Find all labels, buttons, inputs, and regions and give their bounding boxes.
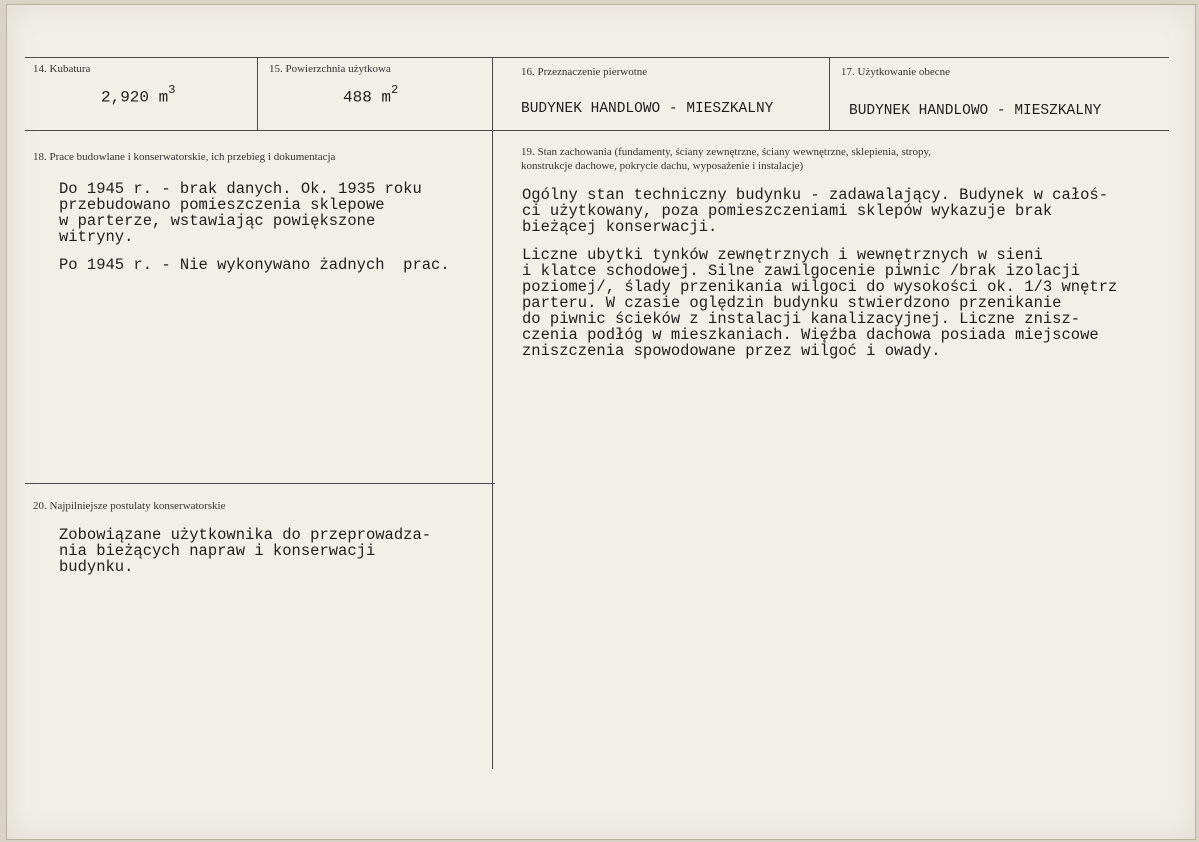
field-14-label: 14. Kubatura	[33, 63, 91, 75]
field-20-line: nia bieżących napraw i konserwacji	[59, 542, 376, 560]
field-18-line: Po 1945 r. - Nie wykonywano żadnych prac.	[59, 256, 450, 274]
field-19-line: Liczne ubytki tynków zewnętrznych i wewnętrznych w sieni	[522, 246, 1043, 264]
rule-lower-left	[25, 483, 495, 484]
field-18-line: w parterze, wstawiając powiększone	[59, 212, 376, 230]
field-17-label: 17. Użytkowanie obecne	[841, 66, 951, 78]
field-19-line: bieżącej konserwacji.	[522, 218, 718, 236]
field-14-value: 2,920 $m^3$	[101, 83, 176, 107]
rule-v3	[829, 57, 830, 131]
field-17-value: BUDYNEK HANDLOWO - MIESZKALNY	[849, 103, 1102, 119]
field-15-value: 488 $m^2$	[343, 83, 399, 107]
field-19-label: 19. Stan zachowania (fundamenty, ściany zewnętrzne, ściany wewnętrzne, sklepienia, stropy,	[521, 146, 932, 158]
field-20-line: Zobowiązane użytkownika do przeprowadza-	[59, 526, 432, 544]
field-18-line: przebudowano pomieszczenia sklepowe	[59, 196, 385, 214]
field-19-line: czenia podłóg w mieszkaniach. Więźba dachowa posiada miejscowe	[522, 326, 1099, 344]
record-card	[6, 4, 1196, 840]
field-20-label: 20. Najpilniejsze postulaty konserwatorskie	[33, 500, 226, 512]
field-20-line: budynku.	[59, 558, 134, 576]
field-19-label-cont: konstrukcje dachowe, pokrycie dachu, wyposażenie i instalacje)	[521, 160, 804, 172]
rule-v2	[492, 57, 493, 769]
field-19-line: zniszczenia spowodowane przez wilgoć i owady.	[522, 342, 941, 360]
field-16-label: 16. Przeznaczenie pierwotne	[521, 66, 648, 78]
field-16-value: BUDYNEK HANDLOWO - MIESZKALNY	[521, 101, 774, 117]
field-18-label: 18. Prace budowlane i konserwatorskie, ich przebieg i dokumentacja	[33, 151, 336, 163]
field-19-line: parteru. W czasie oględzin budynku stwierdzono przenikanie	[522, 294, 1062, 312]
field-19-line: poziomej/, ślady przenikania wilgoci do wysokości ok. 1/3 wnętrz	[522, 278, 1118, 296]
field-18-line: witryny.	[59, 228, 134, 246]
rule-v1	[257, 57, 258, 131]
field-19-line: i klatce schodowej. Silne zawilgocenie piwnic /brak izolacji	[522, 262, 1081, 280]
field-15-label: 15. Powierzchnia użytkowa	[269, 63, 391, 75]
field-19-line: Ogólny stan techniczny budynku - zadawalający. Budynek w całoś-	[522, 186, 1108, 204]
field-18-line: Do 1945 r. - brak danych. Ok. 1935 roku	[59, 180, 422, 198]
field-19-line: do piwnic ścieków z instalacji kanalizacyjnej. Liczne znisz-	[522, 310, 1081, 328]
field-19-line: ci użytkowany, poza pomieszczeniami sklepów wykazuje brak	[522, 202, 1053, 220]
rule-mid	[25, 130, 1169, 131]
rule-top	[25, 57, 1169, 58]
